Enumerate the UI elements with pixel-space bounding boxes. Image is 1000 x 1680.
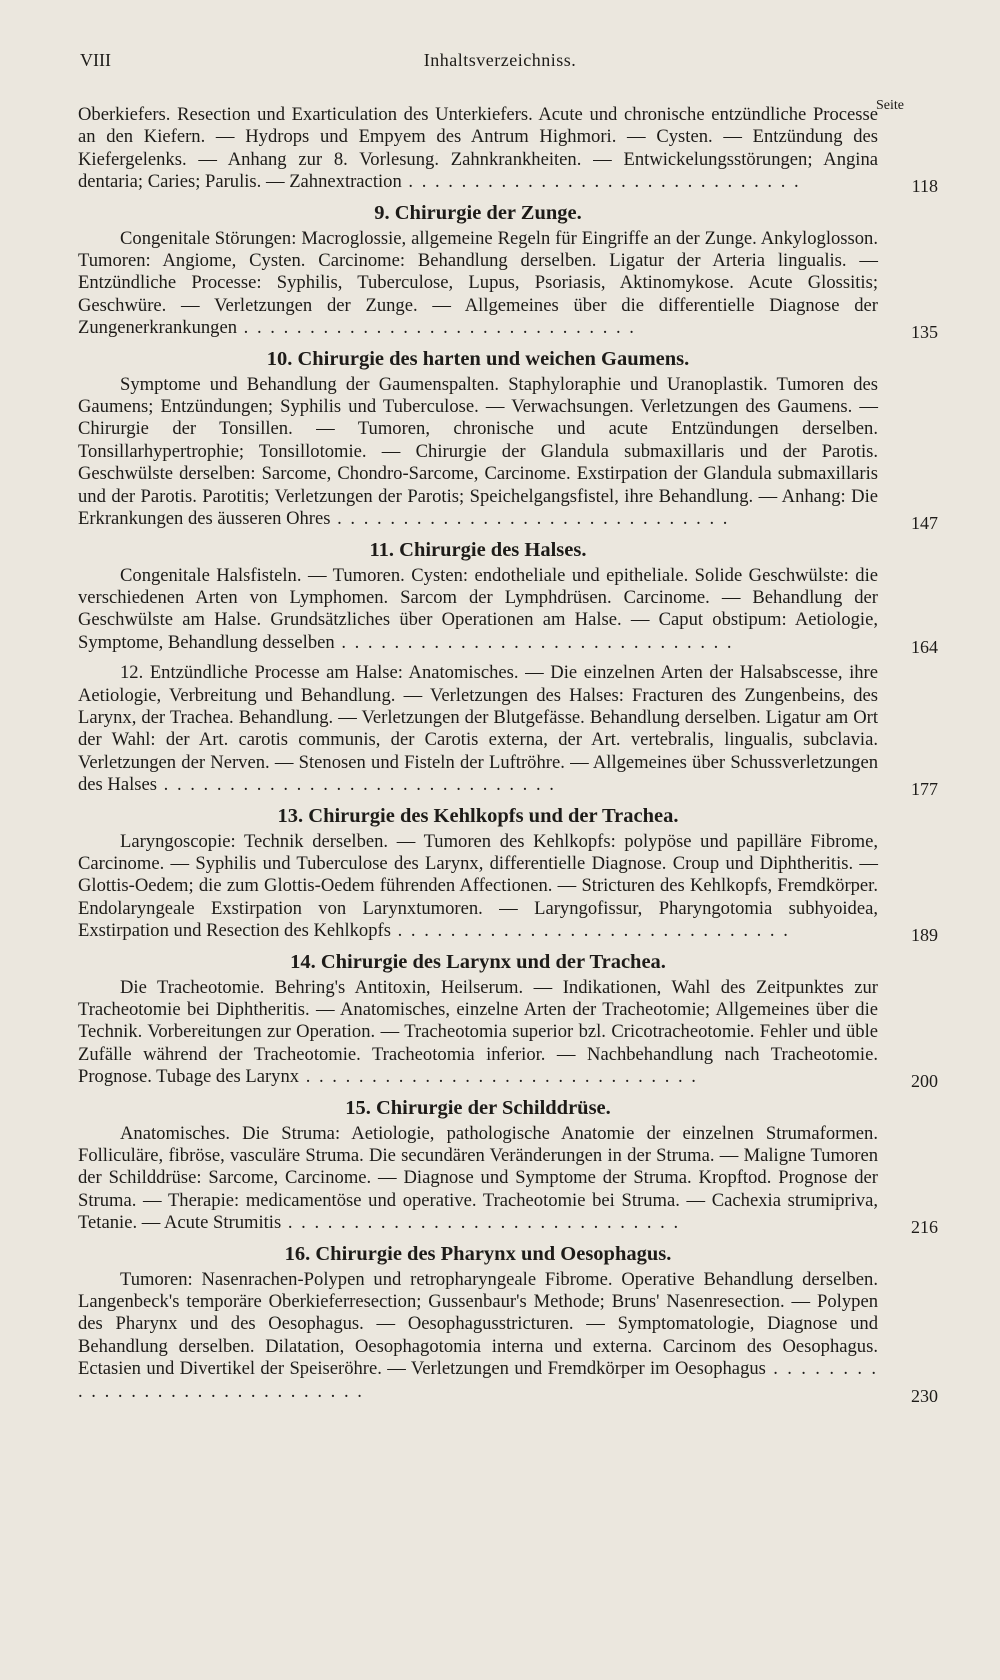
toc-entry-text: Die Tracheotomie. Behring's Antitoxin, Heilserum. — Indikationen, Wahl des Zeitpunktes zur Tracheotomie bei Diphtheritis. — Anatomisches, einzelne Arten der Tracheotomie; Allgemeines über die Technik. Vorbereitungen zur Operation. — Tracheotomia superior bzl. Cricotracheotomie. Fehler und üble Zufälle während der Tracheotomie. Tracheotomia inferior. — Nachbehandlung nach Tracheotomie. Prognose. Tubage des Larynx . . . (78, 977, 878, 1089)
page-title: Inhaltsverzeichniss. (423, 50, 577, 70)
toc-entry-title: 13. Chirurgie des Kehlkopfs und der Trachea. (277, 804, 679, 827)
toc-entry-title: 10. Chirurgie des harten und weichen Gaumens. (266, 347, 690, 370)
page-number: VIII (80, 50, 111, 70)
toc-entry-page: 230 (911, 1385, 938, 1406)
toc-entry-text: 12. Entzündliche Processe am Halse: Anatomisches. — Die einzelnen Arten der Halsabscesse, ihre Aetiologie, Verbreitung und Behandlung. — Verletzungen des Halses: Fracturen des Zungenbeins, des Larynx, der Trachea. Behandlung. — Verletzungen der Blutgefässe. Behandlung derselben. Ligatur am Ort der Wahl: der Art. carotis communis, der Carotis externa, der Art. vertebralis, lingualis, subclavia. Verletzungen der Nerven. — Stenosen und Fisteln der Luftröhre. — Allgemeines über Schussverletzungen des Halses . . . (78, 662, 878, 796)
toc-entry (78, 200, 938, 343)
toc-entry-title: 15. Chirurgie der Schilddrüse. (345, 1096, 611, 1119)
toc-entry-page: 147 (911, 513, 938, 534)
toc-entry-page: 118 (911, 176, 938, 197)
toc-entry-title: 11. Chirurgie des Halses. (369, 538, 587, 561)
toc-entry-page: 177 (911, 779, 938, 800)
page-column-label: Seite (876, 98, 904, 113)
toc-entry-text: Tumoren: Nasenrachen-Polypen und retropharyngeale Fibrome. Operative Behandlung derselben. Langenbeck's temporäre Oberkieferresection; Gussenbaur's Methode; Bruns' Nasenresection. — Polypen des Pharynx und des Oesophagus. — Oesophagusstricturen. — Symptomatologie, Diagnose und Behandlung derselben. Dilatation, Oesophagotomia interna und externa. Carcinom des Oesophagus. Ectasien und Divertikel der Speiseröhre. — Verletzungen und Fremdkörper im Oesophagus . . . (78, 1269, 878, 1403)
toc-entry-title: 9. Chirurgie der Zunge. (374, 201, 582, 224)
toc-entry (78, 803, 938, 946)
toc-entry (78, 1095, 938, 1238)
toc-entry-title: 16. Chirurgie des Pharynx und Oesophagus. (284, 1242, 672, 1265)
toc-entry-text: Anatomisches. Die Struma: Aetiologie, pathologische Anatomie der einzelnen Strumaformen. Folliculäre, fibröse, vasculäre Struma. Die secundären Veränderungen in der Struma. — Maligne Tumoren der Schilddrüse: Sarcome, Carcinome. — Diagnose und Symptome der Struma. Kropftod. Prognose der Struma. — Therapie: medicamentöse und operative. Tracheotomie bei Struma. — Cachexia strumipriva, Tetanie. — Acute Strumitis . . . (78, 1123, 878, 1235)
toc-entry-page: 164 (911, 636, 938, 657)
toc-entry-text: Laryngoscopie: Technik derselben. — Tumoren des Kehlkopfs: polypöse und papilläre Fibrome, Carcinome. — Syphilis und Tuberculose des Larynx, differentielle Diagnose. Croup und Diphtheritis. — Glottis-Oedem; die zum Glottis-Oedem führenden Affectionen. — Stricturen des Kehlkopfs, Fremdkörper. Endolaryngeale Exstirpation von Larynxtumoren. — Laryngofissur, Pharyngotomia subhyoidea, Exstirpation und Resection des Kehlkopfs . . . (78, 831, 878, 943)
toc-entry-page: 216 (911, 1217, 938, 1238)
toc-entry-page: 200 (911, 1071, 938, 1092)
toc-entry-page: 189 (911, 925, 938, 946)
toc-entry (78, 949, 938, 1092)
toc-entry-text: Congenitale Halsfisteln. — Tumoren. Cysten: endotheliale und epitheliale. Solide Geschwülste: die verschiedenen Arten von Lymphomen. Sarcom der Lymphdrüsen. Carcinome. — Behandlung der Geschwülste am Halse. Grundsätzliches über Operationen am Halse. — Caput obstipum: Aetiologie, Symptome, Behandlung desselben . . . (78, 565, 878, 655)
toc-entry-title: 14. Chirurgie des Larynx und der Trachea. (290, 950, 666, 973)
toc-entry (78, 662, 938, 800)
running-header (80, 50, 920, 80)
toc-entry-text: Oberkiefers. Resection und Exarticulation des Unterkiefers. Acute und chronische entzündliche Processe an den Kiefern. — Hydrops und Empyem des Antrum Highmori. — Cysten. — Entzündung des Kiefergelenks. — Anhang zur 8. Vorlesung. Zahnkrankheiten. — Entwickelungsstörungen; Angina dentaria; Caries; Parulis. — Zahnextraction . . . (78, 104, 878, 194)
toc-entry (78, 1241, 938, 1406)
toc-entry-text: Congenitale Störungen: Macroglossie, allgemeine Regeln für Eingriffe an der Zunge. Ankyloglosson. Tumoren: Angiome, Cysten. Carcinome: Behandlung derselben. Ligatur der Arteria lingualis. — Entzündliche Processe: Syphilis, Tuberculose, Lupus, Psoriasis, Aktinomykose. Acute Glossitis; Geschwüre. — Verletzungen der Zunge. — Allgemeines über die differentielle Diagnose der Zungenerkrankungen . . . (78, 228, 878, 340)
toc-entry (78, 537, 938, 657)
toc-entry (78, 346, 938, 534)
toc-entry-text: Symptome und Behandlung der Gaumenspalten. Staphyloraphie und Uranoplastik. Tumoren des Gaumens; Entzündungen; Syphilis und Tuberculose. — Verwachsungen. Verletzungen des Gaumens. — Chirurgie der Tonsillen. — Tumoren, chronische und acute Entzündungen derselben. Tonsillarhypertrophie; Tonsillotomie. — Chirurgie der Glandula submaxillaris und der Parotis. Geschwülste derselben: Sarcome, Chondro-Sarcome, Carcinome. Exstirpation der Glandula submaxillaris und der Parotis. Parotitis; Verletzungen der Parotis; Speichelgangsfistel, ihre Behandlung. — Anhang: Die Erkrankungen des äusseren Ohres . . . (78, 374, 878, 531)
toc-entry-page: 135 (911, 322, 938, 343)
